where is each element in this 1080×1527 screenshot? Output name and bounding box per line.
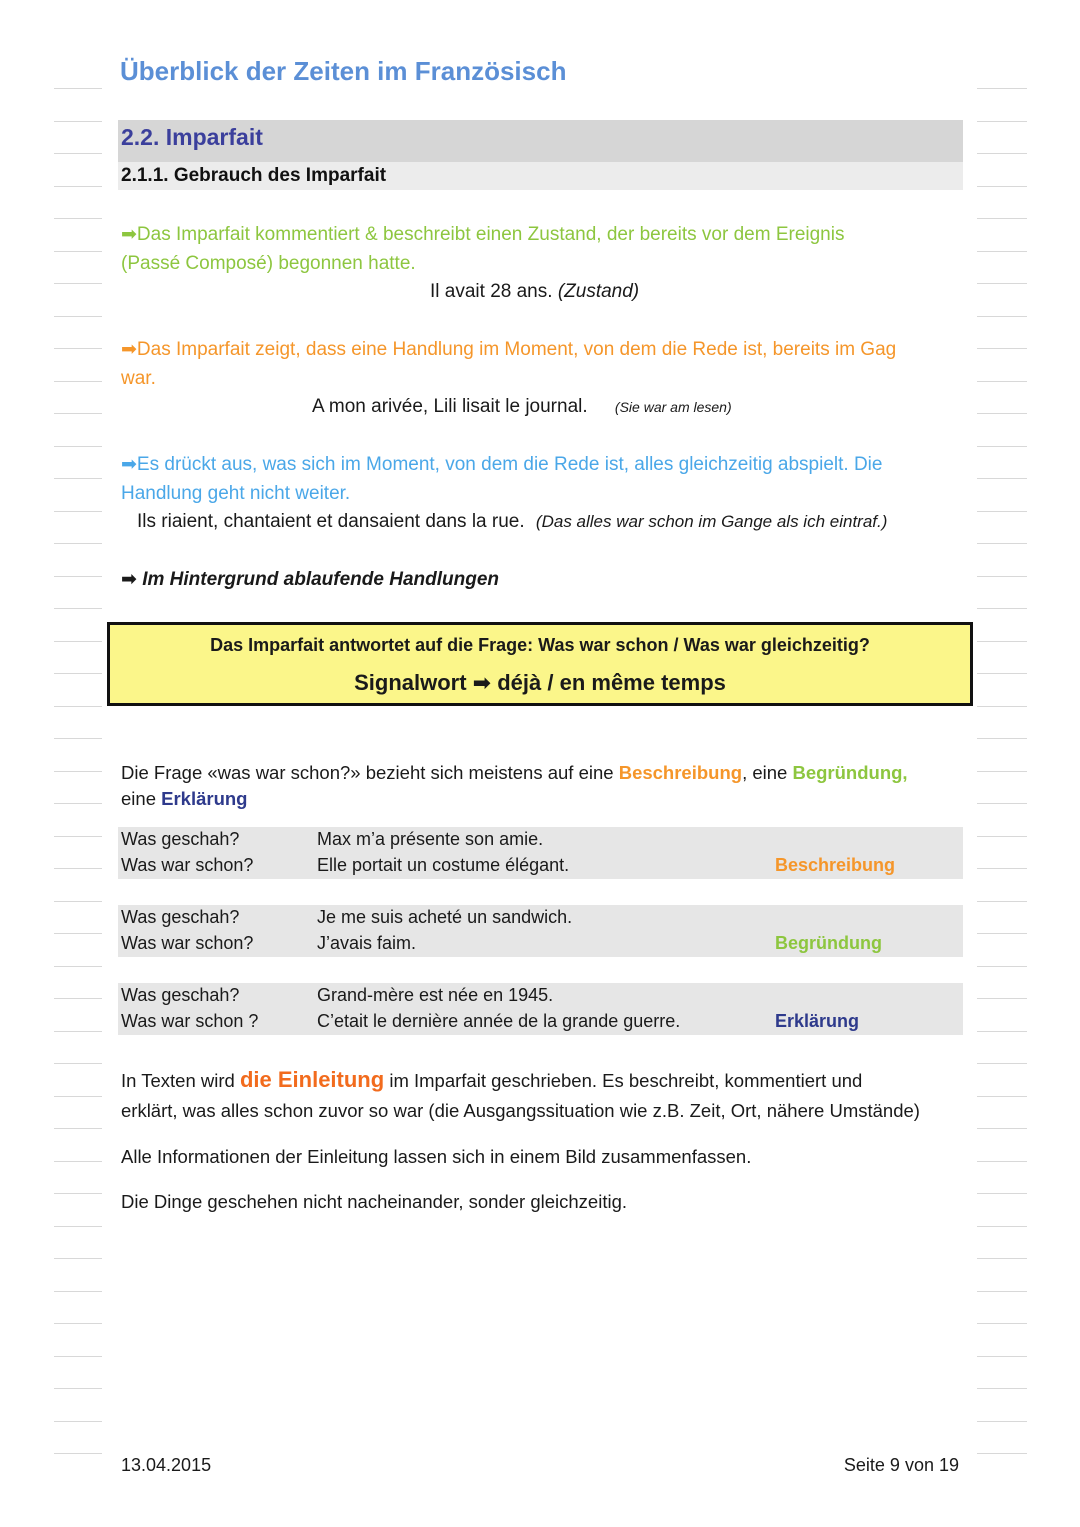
margin-line [977, 901, 1027, 902]
margin-line [54, 121, 102, 122]
margin-line [977, 641, 1027, 642]
callout-question: Das Imparfait antwortet auf die Frage: Was war schon / Was war gleichzeitig? [210, 635, 870, 655]
background-note: ➡ Im Hintergrund ablaufende Handlungen [121, 569, 499, 590]
margin-line [977, 706, 1027, 707]
margin-line [54, 88, 102, 89]
margin-line [977, 738, 1027, 739]
arrow-right-icon: ➡ [121, 569, 137, 590]
subsection-heading: 2.1.1. Gebrauch des Imparfait [121, 165, 387, 186]
footer-page-number: Seite 9 von 19 [843, 1455, 959, 1475]
margin-line [54, 1388, 102, 1389]
margin-line [54, 153, 102, 154]
margin-line [977, 673, 1027, 674]
margin-line [977, 446, 1027, 447]
margin-line [54, 1291, 102, 1292]
margin-line [54, 251, 102, 252]
margin-line [54, 218, 102, 219]
margin-line [54, 1031, 102, 1032]
margin-line [54, 576, 102, 577]
margin-line [977, 1161, 1027, 1162]
margin-line [977, 576, 1027, 577]
rule-3-text: ➡Es drückt aus, was sich im Moment, von dem die Rede ist, alles gleichzeitig abspielt. Die Handlung geht nicht weiter. [121, 454, 883, 504]
margin-line [54, 771, 102, 772]
margin-line [54, 966, 102, 967]
margin-line [977, 771, 1027, 772]
margin-line [54, 673, 102, 674]
margin-line [54, 543, 102, 544]
margin-line [54, 1453, 102, 1454]
margin-line [54, 413, 102, 414]
margin-line [54, 901, 102, 902]
margin-line [977, 283, 1027, 284]
closing-paragraph-3: Die Dinge geschehen nicht nacheinander, sonder gleichzeitig. [121, 1191, 628, 1212]
margin-line [977, 511, 1027, 512]
margin-line [977, 1031, 1027, 1032]
margin-line [54, 1323, 102, 1324]
margin-line [977, 836, 1027, 837]
margin-line [977, 1063, 1027, 1064]
margin-line [977, 1421, 1027, 1422]
example-label: Beschreibung [775, 855, 896, 875]
margin-line [977, 1453, 1027, 1454]
margin-line [54, 706, 102, 707]
margin-line [54, 186, 102, 187]
margin-line [977, 1193, 1027, 1194]
margin-line [977, 348, 1027, 349]
margin-line [54, 1193, 102, 1194]
margin-line [54, 316, 102, 317]
margin-line [977, 413, 1027, 414]
margin-line [54, 933, 102, 934]
margin-line [977, 608, 1027, 609]
closing-paragraph-2: Alle Informationen der Einleitung lassen sich in einem Bild zusammenfassen. [121, 1146, 752, 1167]
margin-line [54, 1421, 102, 1422]
margin-line [54, 641, 102, 642]
margin-line [977, 1291, 1027, 1292]
example-label: Begründung [775, 933, 882, 953]
margin-line [54, 868, 102, 869]
example-block: Was geschah? Max m’a présente son amie. Was war schon? Elle portait un costume élégant. Beschreibung [118, 827, 963, 879]
margin-line [977, 1323, 1027, 1324]
callout-signal: Signalwort ➡ déjà / en même temps [354, 670, 726, 695]
margin-line [54, 1226, 102, 1227]
margin-line [977, 186, 1027, 187]
margin-line [977, 998, 1027, 999]
margin-line [54, 608, 102, 609]
margin-line [977, 251, 1027, 252]
rule-1-text: ➡Das Imparfait kommentiert & beschreibt einen Zustand, der bereits vor dem Ereignis (Passé Composé) begonnen hatte. [121, 224, 845, 274]
margin-line [977, 1388, 1027, 1389]
margin-line [977, 1128, 1027, 1129]
closing-paragraph-1: In Texten wird die Einleitung im Imparfait geschrieben. Es beschreibt, kommentiert und erklärt, was alles schon zuvor so war (die Ausgangssituation wie z.B. Zeit, Ort, nähere Umstände) [121, 1067, 920, 1121]
arrow-right-icon: ➡ [472, 670, 492, 695]
margin-line [977, 966, 1027, 967]
margin-line [54, 836, 102, 837]
margin-line [977, 316, 1027, 317]
margin-line [54, 511, 102, 512]
margin-line [54, 1258, 102, 1259]
margin-line [977, 1096, 1027, 1097]
example-block: Was geschah? Je me suis acheté un sandwich. Was war schon? J’avais faim. Begründung [118, 905, 963, 957]
margin-line [977, 218, 1027, 219]
page-title: Überblick der Zeiten im Französisch [120, 56, 567, 86]
arrow-right-icon: ➡ [121, 454, 137, 475]
margin-line [54, 803, 102, 804]
footer-date: 13.04.2015 [121, 1455, 212, 1475]
margin-line [54, 348, 102, 349]
example-label: Erklärung [775, 1011, 860, 1031]
intro-paragraph: Die Frage «was war schon?» bezieht sich meistens auf eine Beschreibung, eine Begründung, eine Erklärung [121, 762, 908, 809]
margin-line [54, 1128, 102, 1129]
margin-line [977, 153, 1027, 154]
rule-3-example: Ils riaient, chantaient et dansaient dans la rue. (Das alles war schon im Gange als ich eintraf.) [137, 511, 888, 532]
arrow-right-icon: ➡ [121, 339, 137, 360]
margin-line [54, 283, 102, 284]
margin-line [54, 446, 102, 447]
example-block: Was geschah? Grand-mère est née en 1945. Was war schon ? C’etait le dernière année de la grande guerre. Erklärung [118, 983, 963, 1035]
margin-line [977, 381, 1027, 382]
arrow-right-icon: ➡ [121, 224, 137, 245]
margin-line [977, 1226, 1027, 1227]
margin-line [54, 1096, 102, 1097]
margin-line [977, 478, 1027, 479]
section-heading: 2.2. Imparfait [121, 124, 263, 150]
margin-line [977, 543, 1027, 544]
margin-line [977, 121, 1027, 122]
margin-line [977, 1356, 1027, 1357]
margin-line [977, 933, 1027, 934]
rule-1-example: Il avait 28 ans. (Zustand) [430, 281, 640, 302]
rule-2-example: A mon arivée, Lili lisait le journal. (Sie war am lesen) [312, 396, 732, 417]
margin-line [977, 1258, 1027, 1259]
margin-line [54, 998, 102, 999]
signal-word-callout [107, 622, 973, 706]
margin-line [977, 803, 1027, 804]
margin-line [54, 1356, 102, 1357]
margin-line [54, 381, 102, 382]
margin-line [54, 1161, 102, 1162]
margin-line [977, 88, 1027, 89]
margin-line [54, 738, 102, 739]
margin-line [54, 1063, 102, 1064]
margin-line [54, 478, 102, 479]
margin-line [977, 868, 1027, 869]
rule-2-text: ➡Das Imparfait zeigt, dass eine Handlung im Moment, von dem die Rede ist, bereits im Gag war. [121, 339, 897, 389]
